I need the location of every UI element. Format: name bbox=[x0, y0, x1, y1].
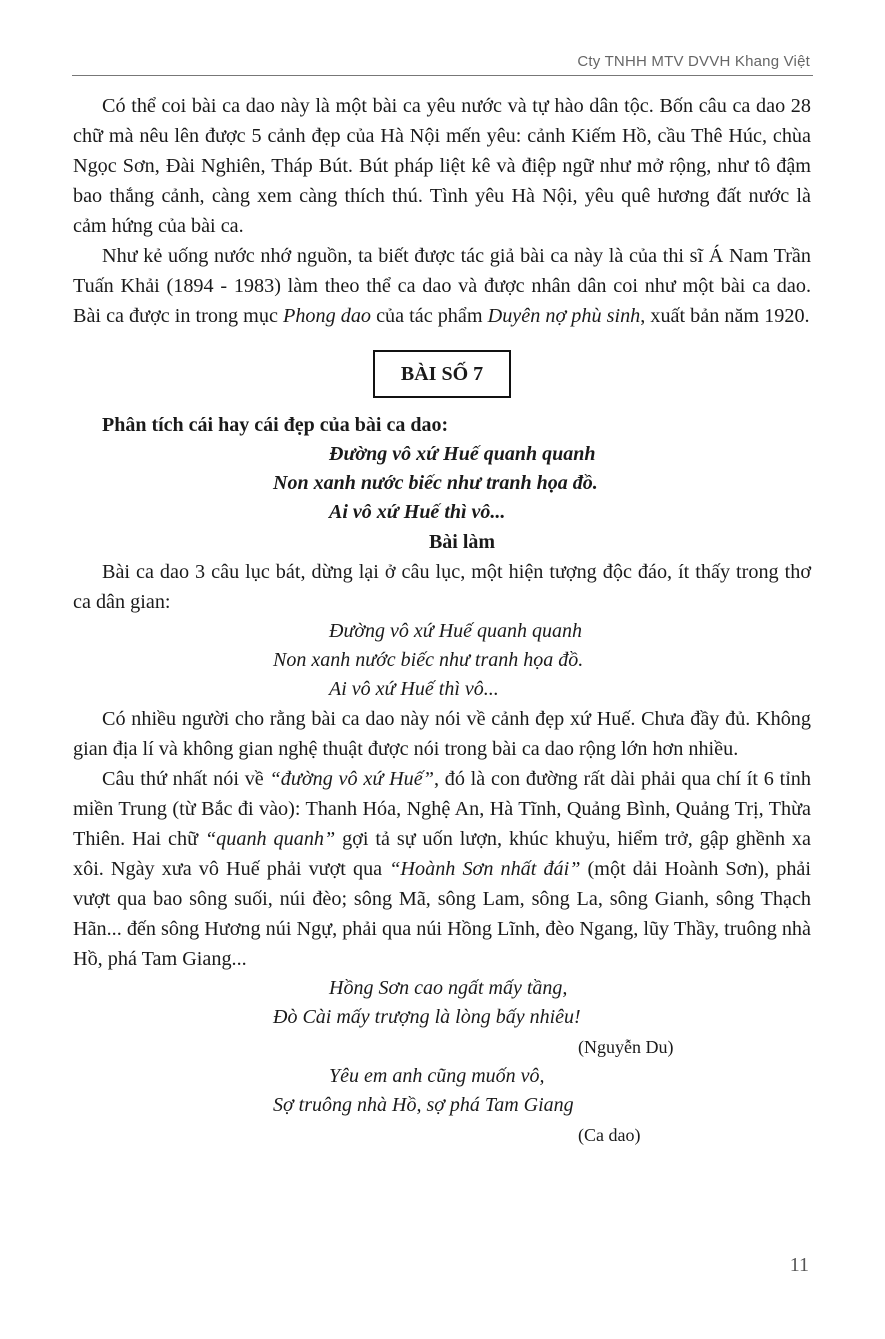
quote-line: Đò Cài mấy trượng là lòng bấy nhiêu! bbox=[273, 1006, 581, 1028]
section-title: BÀI SỐ 7 bbox=[373, 350, 511, 398]
quote-line: Hồng Sơn cao ngất mấy tầng, bbox=[329, 977, 568, 999]
running-header-publisher: Cty TNHH MTV DVVH Khang Việt bbox=[577, 53, 810, 70]
poem-line: Đường vô xứ Huế quanh quanh bbox=[329, 443, 596, 465]
quote-line: Yêu em anh cũng muốn vô, bbox=[329, 1065, 545, 1087]
poem-line: Non xanh nước biếc như tranh họa đồ. bbox=[273, 649, 584, 671]
quote-line: Sợ truông nhà Hồ, sợ phá Tam Giang bbox=[273, 1094, 574, 1116]
task-heading: Phân tích cái hay cái đẹp của bài ca dao: bbox=[102, 414, 449, 436]
page-number: 11 bbox=[789, 1254, 809, 1276]
answer-heading: Bài làm bbox=[428, 531, 496, 553]
quote-source: (Nguyễn Du) bbox=[578, 1037, 674, 1057]
paragraph-author: Như kẻ uống nước nhớ nguồn, ta biết được tác giả bài ca này là của thi sĩ Á Nam Trần Tuấn Khải (1894 - 1983) làm theo thể ca dao và được nhân dân coi như một bài ca dao. Bài ca được in trong mục Phong dao của tác phẩm Duyên nợ phù sinh, xuất bản năm 1920. bbox=[73, 245, 811, 327]
paragraph-road: Câu thứ nhất nói về “đường vô xứ Huế”, đó là con đường rất dài phải qua chí ít 6 tỉnh miền Trung (từ Bắc đi vào): Thanh Hóa, Nghệ An, Hà Tĩnh, Quảng Bình, Quảng Trị, Thừa Thiên. Hai chữ “quanh quanh” gợi tả sự uốn lượn, khúc khuỷu, hiểm trở, gập ghềnh xa xôi. Ngày xưa vô Huế phải vượt qua “Hoành Sơn nhất đái” (một dải Hoành Sơn), phải vượt qua bao sông suối, núi đèo; sông Mã, sông Lam, sông La, sông Gianh, sông Thạch Hãn... đến sông Hương núi Ngự, phải qua núi Hồng Lĩnh, đèo Ngang, lũy Thầy, truông nhà Hồ, phá Tam Giang... bbox=[73, 768, 811, 970]
poem-line: Ai vô xứ Huế thì vô... bbox=[329, 678, 499, 700]
quote-source: (Ca dao) bbox=[578, 1125, 641, 1145]
poem-line: Đường vô xứ Huế quanh quanh bbox=[329, 620, 583, 642]
paragraph-intro: Có thể coi bài ca dao này là một bài ca yêu nước và tự hào dân tộc. Bốn câu ca dao 28 chữ mà nêu lên được 5 cảnh đẹp của Hà Nội mến yêu: cảnh Kiếm Hồ, cầu Thê Húc, chùa Ngọc Sơn, Đài Nghiên, Tháp Bút. Bút pháp liệt kê và điệp ngữ như mở rộng, như tô đậm bao thắng cảnh, càng xem càng thích thú. Tình yêu Hà Nội, yêu quê hương đất nước là cảm hứng của bài ca. bbox=[73, 95, 811, 237]
page-body bbox=[73, 91, 811, 1150]
header-divider bbox=[72, 75, 813, 76]
paragraph-space: Có nhiều người cho rằng bài ca dao này nói về cảnh đẹp xứ Huế. Chưa đầy đủ. Không gian địa lí và không gian nghệ thuật được nói trong bài ca dao rộng lớn hơn nhiều. bbox=[73, 708, 811, 760]
poem-line: Ai vô xứ Huế thì vô... bbox=[329, 501, 506, 523]
poem-line: Non xanh nước biếc như tranh họa đồ. bbox=[273, 472, 598, 494]
paragraph-form: Bài ca dao 3 câu lục bát, dừng lại ở câu lục, một hiện tượng độc đáo, ít thấy trong thơ ca dân gian: bbox=[73, 561, 811, 613]
